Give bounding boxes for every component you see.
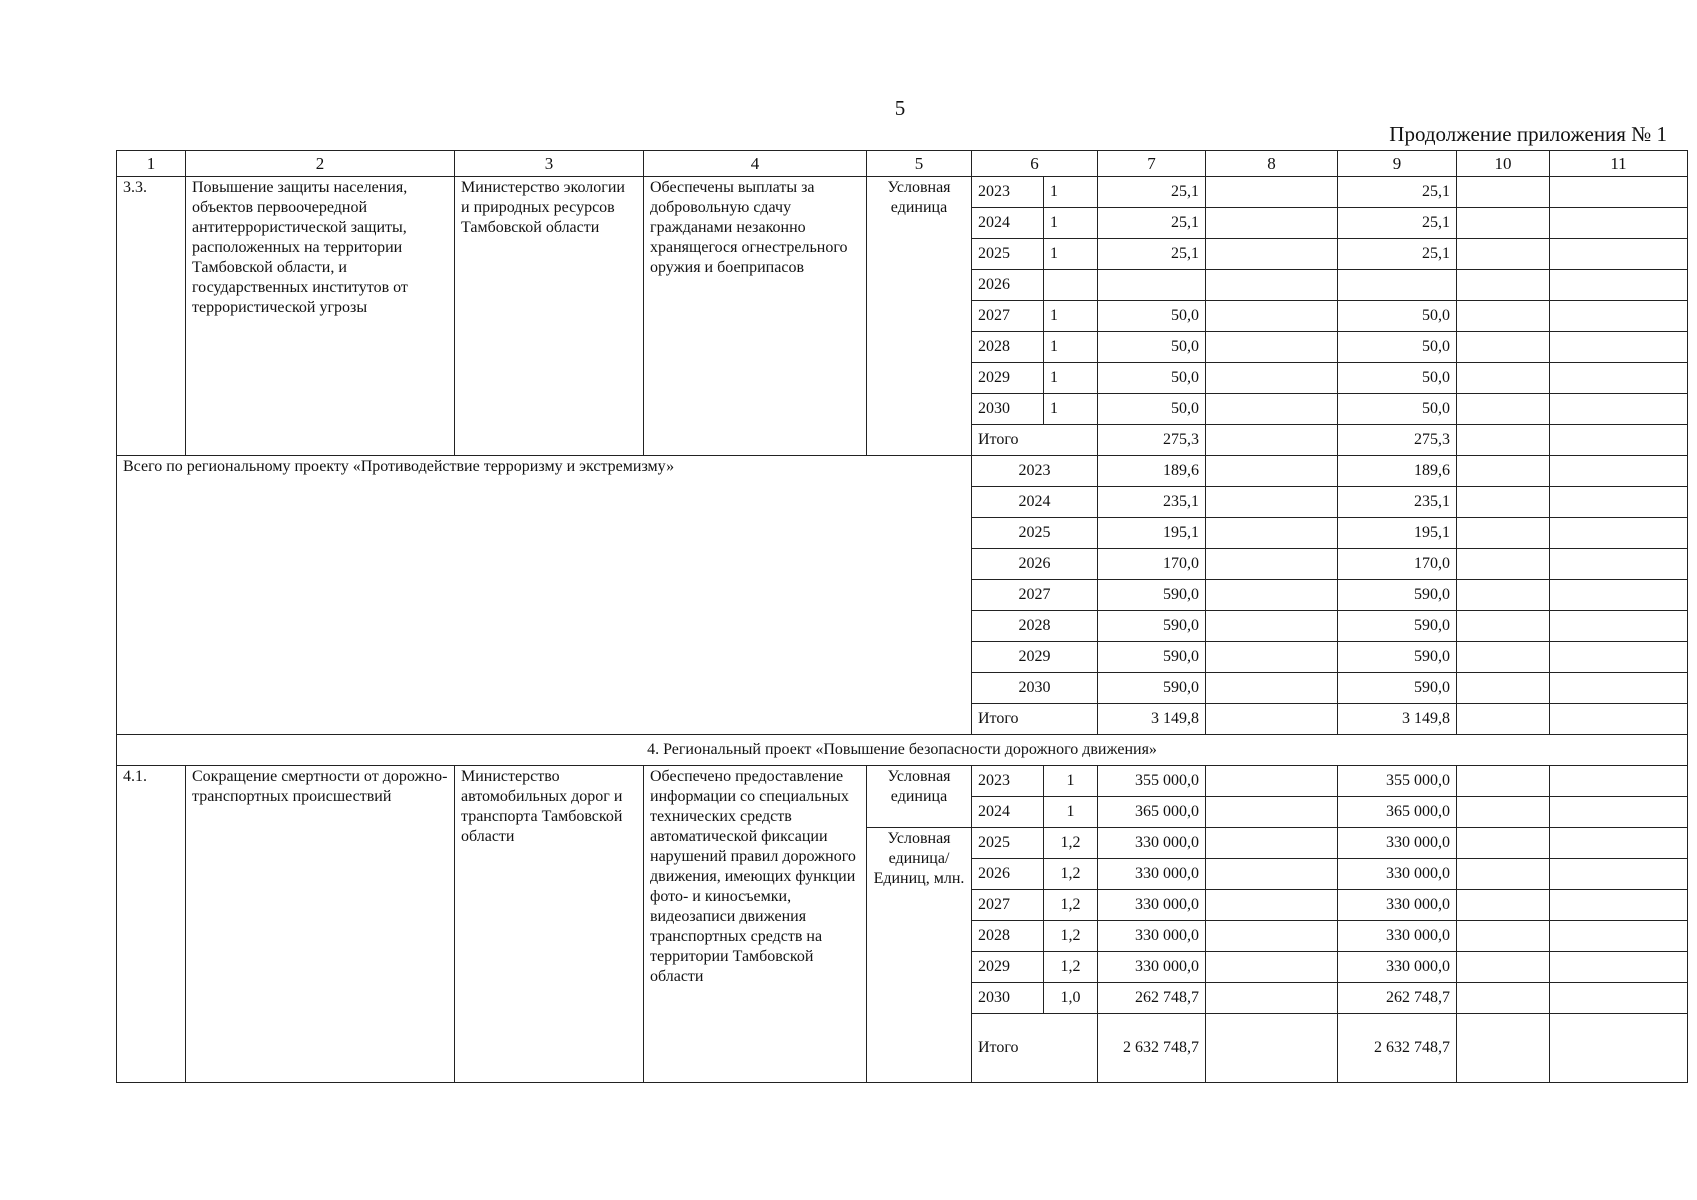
total-col7: 2 632 748,7 bbox=[1098, 1014, 1206, 1083]
project-total-label: Всего по региональному проекту «Противодействие терроризму и экстремизму» bbox=[117, 456, 972, 735]
qty-cell: 1,2 bbox=[1044, 828, 1098, 859]
total-col9: 275,3 bbox=[1338, 425, 1457, 456]
page-number: 5 bbox=[894, 96, 906, 120]
empty-col10 bbox=[1457, 766, 1550, 797]
empty-col10 bbox=[1457, 456, 1550, 487]
value-col9: 365 000,0 bbox=[1338, 797, 1457, 828]
col-header: 1 bbox=[117, 151, 186, 177]
year-cell: 2024 bbox=[972, 487, 1098, 518]
value-col7: 235,1 bbox=[1098, 487, 1206, 518]
value-col9: 355 000,0 bbox=[1338, 766, 1457, 797]
empty-col8 bbox=[1206, 921, 1338, 952]
empty-col10 bbox=[1457, 859, 1550, 890]
section-title: 4. Региональный проект «Повышение безопасности дорожного движения» bbox=[117, 735, 1688, 766]
qty-cell: 1,0 bbox=[1044, 983, 1098, 1014]
total-label: Итого bbox=[972, 1014, 1098, 1083]
qty-cell: 1 bbox=[1044, 239, 1098, 270]
year-cell: 2030 bbox=[972, 983, 1044, 1014]
empty-col11 bbox=[1550, 1014, 1688, 1083]
value-col7: 590,0 bbox=[1098, 642, 1206, 673]
empty-col11 bbox=[1550, 456, 1688, 487]
value-col7: 330 000,0 bbox=[1098, 828, 1206, 859]
value-col9: 330 000,0 bbox=[1338, 921, 1457, 952]
value-col7: 50,0 bbox=[1098, 394, 1206, 425]
value-col7: 50,0 bbox=[1098, 332, 1206, 363]
empty-col11 bbox=[1550, 332, 1688, 363]
empty-col8 bbox=[1206, 580, 1338, 611]
empty-col8 bbox=[1206, 983, 1338, 1014]
year-cell: 2027 bbox=[972, 301, 1044, 332]
qty-cell: 1 bbox=[1044, 208, 1098, 239]
empty-col10 bbox=[1457, 673, 1550, 704]
empty-col11 bbox=[1550, 394, 1688, 425]
empty-col8 bbox=[1206, 1014, 1338, 1083]
empty-col10 bbox=[1457, 611, 1550, 642]
empty-col11 bbox=[1550, 239, 1688, 270]
empty-col11 bbox=[1550, 611, 1688, 642]
col-header: 2 bbox=[186, 151, 455, 177]
value-col7: 195,1 bbox=[1098, 518, 1206, 549]
value-col9: 195,1 bbox=[1338, 518, 1457, 549]
value-col7: 170,0 bbox=[1098, 549, 1206, 580]
empty-col8 bbox=[1206, 518, 1338, 549]
empty-col10 bbox=[1457, 890, 1550, 921]
empty-col10 bbox=[1457, 549, 1550, 580]
year-cell: 2023 bbox=[972, 177, 1044, 208]
value-col9: 25,1 bbox=[1338, 177, 1457, 208]
empty-col11 bbox=[1550, 208, 1688, 239]
value-col9: 590,0 bbox=[1338, 611, 1457, 642]
total-label: Итого bbox=[972, 425, 1098, 456]
value-col7: 590,0 bbox=[1098, 611, 1206, 642]
value-col9: 170,0 bbox=[1338, 549, 1457, 580]
qty-cell: 1 bbox=[1044, 332, 1098, 363]
empty-col8 bbox=[1206, 704, 1338, 735]
col-header: 7 bbox=[1098, 151, 1206, 177]
empty-col8 bbox=[1206, 239, 1338, 270]
year-cell: 2030 bbox=[972, 673, 1098, 704]
empty-col8 bbox=[1206, 456, 1338, 487]
ministry-cell: Министерство экологии и природных ресурсов Тамбовской области bbox=[455, 177, 644, 456]
empty-col11 bbox=[1550, 673, 1688, 704]
value-col7: 25,1 bbox=[1098, 208, 1206, 239]
empty-col10 bbox=[1457, 208, 1550, 239]
empty-col11 bbox=[1550, 549, 1688, 580]
empty-col10 bbox=[1457, 704, 1550, 735]
empty-col11 bbox=[1550, 952, 1688, 983]
empty-col11 bbox=[1550, 363, 1688, 394]
empty-col10 bbox=[1457, 363, 1550, 394]
year-cell: 2027 bbox=[972, 890, 1044, 921]
year-cell: 2028 bbox=[972, 611, 1098, 642]
appendix-table bbox=[116, 150, 1688, 1083]
empty-col8 bbox=[1206, 177, 1338, 208]
value-col7: 50,0 bbox=[1098, 301, 1206, 332]
empty-col8 bbox=[1206, 301, 1338, 332]
empty-col10 bbox=[1457, 983, 1550, 1014]
empty-col8 bbox=[1206, 952, 1338, 983]
value-col9: 235,1 bbox=[1338, 487, 1457, 518]
unit-cell: Условная единица/ Единиц, млн. bbox=[867, 828, 972, 1083]
total-label: Итого bbox=[972, 704, 1098, 735]
empty-col8 bbox=[1206, 859, 1338, 890]
qty-cell: 1 bbox=[1044, 177, 1098, 208]
year-cell: 2027 bbox=[972, 580, 1098, 611]
empty-col8 bbox=[1206, 425, 1338, 456]
empty-col11 bbox=[1550, 425, 1688, 456]
empty-col11 bbox=[1550, 518, 1688, 549]
qty-cell: 1 bbox=[1044, 363, 1098, 394]
empty-col8 bbox=[1206, 363, 1338, 394]
value-col7 bbox=[1098, 270, 1206, 301]
qty-cell: 1,2 bbox=[1044, 890, 1098, 921]
year-cell: 2029 bbox=[972, 642, 1098, 673]
total-col9: 3 149,8 bbox=[1338, 704, 1457, 735]
value-col9: 50,0 bbox=[1338, 332, 1457, 363]
section-title-row bbox=[117, 735, 1688, 766]
total-col7: 275,3 bbox=[1098, 425, 1206, 456]
empty-col11 bbox=[1550, 642, 1688, 673]
col-header: 10 bbox=[1457, 151, 1550, 177]
value-col9: 590,0 bbox=[1338, 580, 1457, 611]
year-cell: 2026 bbox=[972, 859, 1044, 890]
year-cell: 2030 bbox=[972, 394, 1044, 425]
value-col7: 330 000,0 bbox=[1098, 952, 1206, 983]
value-col7: 330 000,0 bbox=[1098, 859, 1206, 890]
year-cell: 2029 bbox=[972, 952, 1044, 983]
year-cell: 2023 bbox=[972, 766, 1044, 797]
empty-col8 bbox=[1206, 642, 1338, 673]
value-col9: 50,0 bbox=[1338, 363, 1457, 394]
value-col7: 330 000,0 bbox=[1098, 921, 1206, 952]
value-col9: 590,0 bbox=[1338, 642, 1457, 673]
empty-col11 bbox=[1550, 704, 1688, 735]
empty-col11 bbox=[1550, 983, 1688, 1014]
year-cell: 2024 bbox=[972, 208, 1044, 239]
empty-col10 bbox=[1457, 301, 1550, 332]
col-header: 5 bbox=[867, 151, 972, 177]
empty-col11 bbox=[1550, 487, 1688, 518]
empty-col11 bbox=[1550, 580, 1688, 611]
value-col9: 25,1 bbox=[1338, 208, 1457, 239]
empty-col8 bbox=[1206, 487, 1338, 518]
empty-col10 bbox=[1457, 270, 1550, 301]
row-number: 3.3. bbox=[117, 177, 186, 456]
empty-col8 bbox=[1206, 828, 1338, 859]
year-cell: 2028 bbox=[972, 921, 1044, 952]
empty-col11 bbox=[1550, 177, 1688, 208]
header-row bbox=[117, 151, 1688, 177]
empty-col10 bbox=[1457, 921, 1550, 952]
year-cell: 2025 bbox=[972, 239, 1044, 270]
value-col9: 262 748,7 bbox=[1338, 983, 1457, 1014]
row-number: 4.1. bbox=[117, 766, 186, 1083]
goal-cell: Сокращение смертности от дорожно-транспортных происшествий bbox=[186, 766, 455, 1083]
empty-col8 bbox=[1206, 611, 1338, 642]
value-col7: 330 000,0 bbox=[1098, 890, 1206, 921]
empty-col10 bbox=[1457, 239, 1550, 270]
empty-col8 bbox=[1206, 797, 1338, 828]
col-header: 8 bbox=[1206, 151, 1338, 177]
empty-col8 bbox=[1206, 332, 1338, 363]
col-header: 11 bbox=[1550, 151, 1688, 177]
empty-col8 bbox=[1206, 270, 1338, 301]
year-cell: 2023 bbox=[972, 456, 1098, 487]
qty-cell: 1,2 bbox=[1044, 952, 1098, 983]
empty-col8 bbox=[1206, 208, 1338, 239]
empty-col10 bbox=[1457, 177, 1550, 208]
year-cell: 2024 bbox=[972, 797, 1044, 828]
empty-col8 bbox=[1206, 394, 1338, 425]
value-col7: 590,0 bbox=[1098, 673, 1206, 704]
empty-col10 bbox=[1457, 797, 1550, 828]
unit-cell: Условная единица bbox=[867, 766, 972, 828]
total-col9: 2 632 748,7 bbox=[1338, 1014, 1457, 1083]
year-cell: 2025 bbox=[972, 518, 1098, 549]
value-col9: 330 000,0 bbox=[1338, 859, 1457, 890]
year-cell: 2029 bbox=[972, 363, 1044, 394]
table-row bbox=[117, 177, 1688, 208]
value-col9: 590,0 bbox=[1338, 673, 1457, 704]
result-cell: Обеспечено предоставление информации со специальных технических средств автоматической фиксации нарушений правил дорожного движения, имеющих функции фото- и киносъемки, видеозаписи движения транспортных средств на территории Тамбовской области bbox=[644, 766, 867, 1083]
empty-col10 bbox=[1457, 425, 1550, 456]
result-cell: Обеспечены выплаты за добровольную сдачу гражданами незаконно хранящегося огнестрельного оружия и боеприпасов bbox=[644, 177, 867, 456]
empty-col11 bbox=[1550, 766, 1688, 797]
year-cell: 2026 bbox=[972, 270, 1044, 301]
empty-col10 bbox=[1457, 394, 1550, 425]
empty-col11 bbox=[1550, 828, 1688, 859]
year-cell: 2025 bbox=[972, 828, 1044, 859]
qty-cell: 1 bbox=[1044, 797, 1098, 828]
empty-col10 bbox=[1457, 487, 1550, 518]
col-header: 4 bbox=[644, 151, 867, 177]
unit-cell: Условная единица bbox=[867, 177, 972, 456]
value-col9: 25,1 bbox=[1338, 239, 1457, 270]
goal-cell: Повышение защиты населения, объектов первоочередной антитеррористической защиты, расположенных на территории Тамбовской области, и государственных институтов от террористической угрозы bbox=[186, 177, 455, 456]
value-col9: 189,6 bbox=[1338, 456, 1457, 487]
value-col7: 590,0 bbox=[1098, 580, 1206, 611]
value-col7: 25,1 bbox=[1098, 239, 1206, 270]
empty-col8 bbox=[1206, 766, 1338, 797]
empty-col11 bbox=[1550, 301, 1688, 332]
empty-col11 bbox=[1550, 797, 1688, 828]
value-col7: 262 748,7 bbox=[1098, 983, 1206, 1014]
value-col9: 50,0 bbox=[1338, 301, 1457, 332]
empty-col11 bbox=[1550, 890, 1688, 921]
empty-col10 bbox=[1457, 952, 1550, 983]
year-cell: 2026 bbox=[972, 549, 1098, 580]
empty-col8 bbox=[1206, 890, 1338, 921]
value-col7: 25,1 bbox=[1098, 177, 1206, 208]
year-cell: 2028 bbox=[972, 332, 1044, 363]
col-header: 6 bbox=[972, 151, 1098, 177]
value-col9: 330 000,0 bbox=[1338, 952, 1457, 983]
value-col9 bbox=[1338, 270, 1457, 301]
empty-col10 bbox=[1457, 332, 1550, 363]
qty-cell: 1 bbox=[1044, 394, 1098, 425]
empty-col10 bbox=[1457, 518, 1550, 549]
value-col7: 365 000,0 bbox=[1098, 797, 1206, 828]
empty-col11 bbox=[1550, 921, 1688, 952]
value-col7: 50,0 bbox=[1098, 363, 1206, 394]
empty-col8 bbox=[1206, 673, 1338, 704]
empty-col11 bbox=[1550, 859, 1688, 890]
value-col7: 355 000,0 bbox=[1098, 766, 1206, 797]
col-header: 3 bbox=[455, 151, 644, 177]
empty-col8 bbox=[1206, 549, 1338, 580]
qty-cell: 1 bbox=[1044, 301, 1098, 332]
value-col7: 189,6 bbox=[1098, 456, 1206, 487]
empty-col11 bbox=[1550, 270, 1688, 301]
empty-col10 bbox=[1457, 580, 1550, 611]
qty-cell bbox=[1044, 270, 1098, 301]
value-col9: 330 000,0 bbox=[1338, 828, 1457, 859]
value-col9: 50,0 bbox=[1338, 394, 1457, 425]
ministry-cell: Министерство автомобильных дорог и транспорта Тамбовской области bbox=[455, 766, 644, 1083]
empty-col10 bbox=[1457, 642, 1550, 673]
value-col9: 330 000,0 bbox=[1338, 890, 1457, 921]
table-row bbox=[117, 456, 1688, 487]
col-header: 9 bbox=[1338, 151, 1457, 177]
qty-cell: 1,2 bbox=[1044, 859, 1098, 890]
empty-col10 bbox=[1457, 828, 1550, 859]
qty-cell: 1,2 bbox=[1044, 921, 1098, 952]
continuation-label: Продолжение приложения № 1 bbox=[1389, 122, 1667, 146]
empty-col10 bbox=[1457, 1014, 1550, 1083]
total-col7: 3 149,8 bbox=[1098, 704, 1206, 735]
qty-cell: 1 bbox=[1044, 766, 1098, 797]
table-row bbox=[117, 766, 1688, 797]
